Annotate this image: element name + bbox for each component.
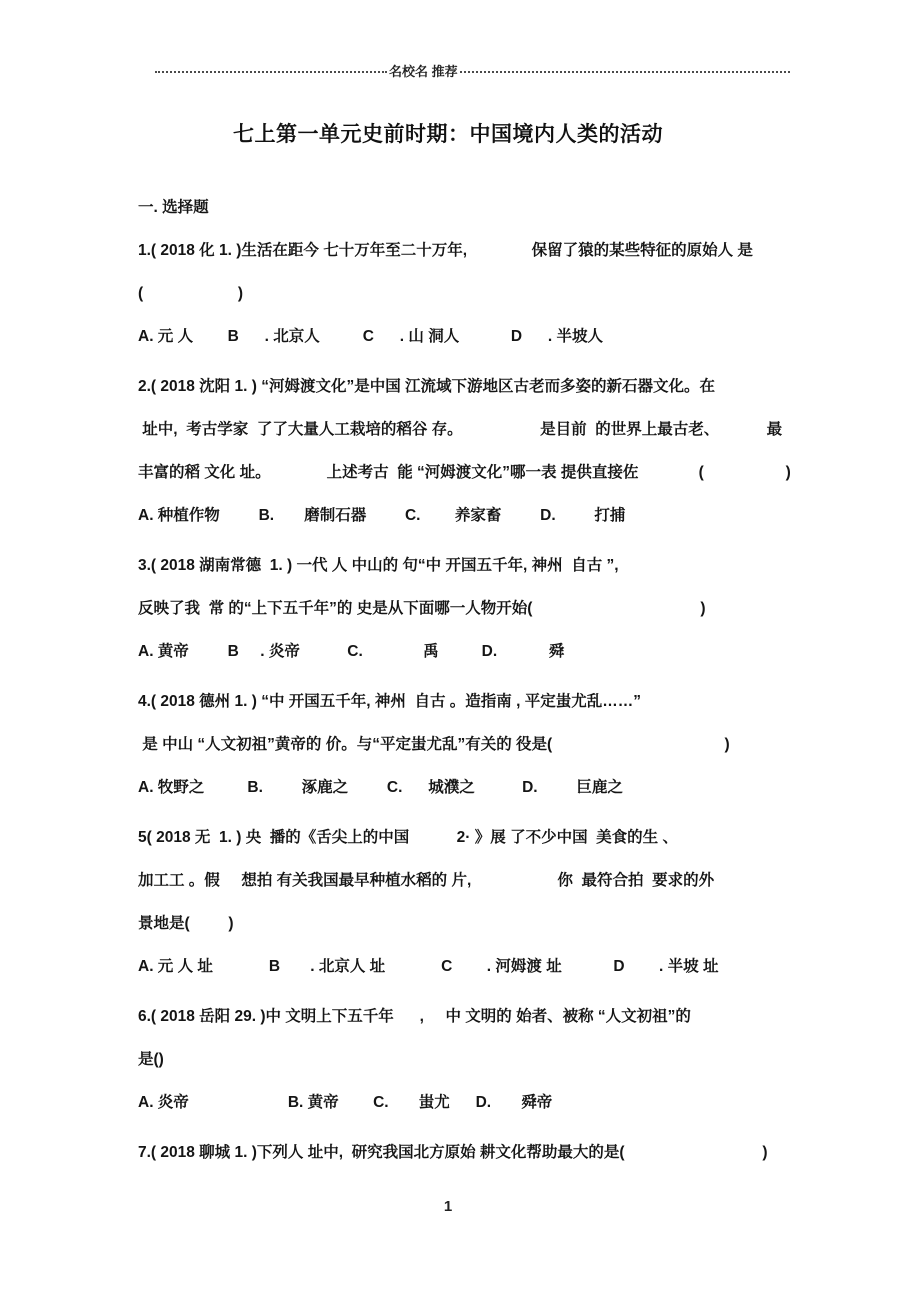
question-line: 7.( 2018 聊城 1. )下列人 址中, 研究我国北方原始 耕文化帮助最大的是( ) — [138, 1144, 768, 1161]
page-number: 1 — [443, 1198, 453, 1215]
question-line: 1.( 2018 化 1. )生活在距今 七十万年至二十万年, 保留了猿的某些特征的原始人 是 — [138, 242, 753, 259]
question-3 — [138, 544, 920, 673]
dotted-line-left — [155, 71, 387, 73]
document-body — [138, 186, 920, 1174]
question-line: 丰富的稻 文化 址。 上述考古 能 “河姆渡文化”哪一表 提供直接佐 ( ) — [138, 464, 791, 481]
document-title: 七上第一单元史前时期：中国境内人类的活动 — [233, 122, 663, 146]
section-heading: 一. 选择题 — [138, 199, 209, 216]
header-watermark-rule — [155, 64, 790, 80]
question-line: 是 中山 “人文初祖”黄帝的 价。与“平定蚩尤乱”有关的 役是( ) — [138, 736, 730, 753]
question-line: 6.( 2018 岳阳 29. )中 文明上下五千年 , 中 文明的 始者、被称 “人文初祖”的 — [138, 1008, 691, 1025]
question-6 — [138, 995, 920, 1124]
question-4 — [138, 680, 920, 809]
options-line: A. 元 人 B . 北京人 C . 山 洞人 D . 半坡人 — [138, 328, 604, 345]
question-1 — [138, 229, 920, 358]
options-line: A. 牧野之 B. 涿鹿之 C. 城濮之 D. 巨鹿之 — [138, 779, 623, 796]
options-line: A. 元 人 址 B . 北京人 址 C . 河姆渡 址 D . 半坡 址 — [138, 958, 719, 975]
question-5 — [138, 816, 920, 988]
answer-blank-line: ( ) — [138, 285, 244, 302]
options-line: A. 炎帝 B. 黄帝 C. 蚩尤 D. 舜帝 — [138, 1094, 553, 1111]
question-2 — [138, 365, 920, 537]
question-line: 反映了我 常 的“上下五千年”的 史是从下面哪一人物开始( ) — [138, 600, 706, 617]
question-line: 4.( 2018 德州 1. ) “中 开国五千年, 神州 自古 。造指南 , 平定蚩尤乱……” — [138, 693, 641, 710]
dotted-line-right — [460, 71, 790, 73]
question-line: 加工工 。假 想拍 有关我国最早种植水稻的 片, 你 最符合拍 要求的外 — [138, 872, 715, 889]
watermark-text: 名校名 推荐 — [389, 64, 458, 79]
question-line: 2.( 2018 沈阳 1. ) “河姆渡文化”是中国 江流域下游地区古老而多姿的新石器文化。在 — [138, 378, 715, 395]
question-7 — [138, 1131, 920, 1174]
question-line: 3.( 2018 湖南常德 1. ) 一代 人 中山的 句“中 开国五千年, 神州 自古 ”, — [138, 557, 619, 574]
question-line: 5( 2018 无 1. ) 央 播的《舌尖上的中国 2· 》展 了不少中国 美食的生 、 — [138, 829, 678, 846]
question-line: 是() — [138, 1051, 164, 1068]
options-line: A. 种植作物 B. 磨制石器 C. 养家畜 D. 打捕 — [138, 507, 626, 524]
options-line: A. 黄帝 B . 炎帝 C. 禹 D. 舜 — [138, 643, 565, 660]
question-line: 址中, 考古学家 了了大量人工栽培的稻谷 存。 是目前 的世界上最古老、 最 — [138, 421, 783, 438]
question-line: 景地是( ) — [138, 915, 234, 932]
